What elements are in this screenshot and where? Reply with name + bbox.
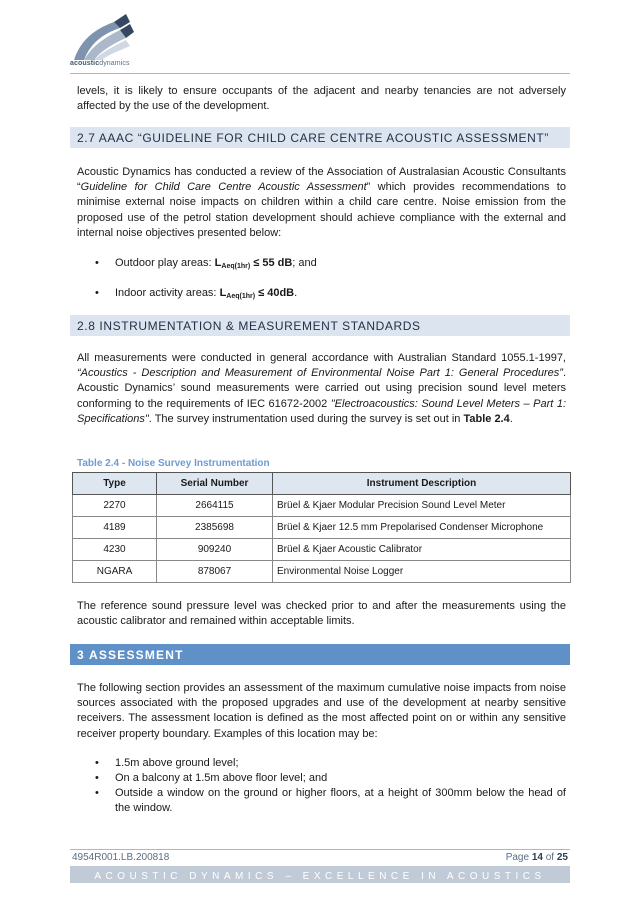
table-caption: Table 2.4 - Noise Survey Instrumentation bbox=[77, 458, 270, 469]
section-3-title: 3 ASSESSMENT bbox=[77, 648, 184, 662]
section-3-heading bbox=[70, 644, 570, 665]
cell-type: 2270 bbox=[73, 495, 157, 517]
column-header-serial: Serial Number bbox=[157, 473, 273, 495]
cell-serial: 2385698 bbox=[157, 517, 273, 539]
cell-serial: 878067 bbox=[157, 561, 273, 583]
footer-tagline: ACOUSTIC DYNAMICS – EXCELLENCE IN ACOUSTICS bbox=[94, 871, 546, 882]
cell-description: Brüel & Kjaer Modular Precision Sound Level Meter bbox=[273, 495, 571, 517]
section-2-8-heading bbox=[70, 315, 570, 336]
footer-tagline-band bbox=[70, 866, 570, 883]
instrumentation-table bbox=[72, 472, 571, 583]
cell-serial: 2664115 bbox=[157, 495, 273, 517]
cell-description: Brüel & Kjaer Acoustic Calibrator bbox=[273, 539, 571, 561]
noise-objectives-list-2 bbox=[77, 286, 566, 304]
header-divider bbox=[70, 73, 570, 74]
cell-type: 4189 bbox=[73, 517, 157, 539]
table-header-row bbox=[73, 473, 571, 495]
section-2-8-title: 2.8 INSTRUMENTATION & MEASUREMENT STANDARDS bbox=[77, 319, 421, 333]
footer-divider bbox=[70, 849, 570, 850]
list-item: • Outdoor play areas: $L_{Aeq(1hr)} \le 55$ dB; and bbox=[77, 256, 566, 274]
noise-objectives-list bbox=[77, 256, 566, 274]
logo-wordmark: acousticdynamics bbox=[70, 60, 130, 67]
list-item: • On a balcony at 1.5m above floor level; and bbox=[77, 771, 566, 786]
list-item: • Outside a window on the ground or higher floors, at a height of 300mm below the head of the window. bbox=[77, 786, 566, 816]
section-3-paragraph: The following section provides an assessment of the maximum cumulative noise impacts from noise sources associated with the proposed upgrades and use of the development at nearby sensitive receivers. The assessment location is defined as the most affected point on or within any sensitive receiver property boundary. Examples of this location may be: bbox=[77, 682, 566, 740]
intro-paragraph: levels, it is likely to ensure occupants of the adjacent and nearby tenancies are not adversely affected by the use of the development. bbox=[77, 85, 566, 113]
table-row bbox=[73, 495, 571, 517]
section-2-8-paragraph: All measurements were conducted in general accordance with Australian Standard 1055.1-1997, “Acoustics - Description and Measurement of Environmental Noise Part 1: General Procedures”. Acoustic Dynamics’ sound measurements were carried out using precision sound level meters conforming to the requirements of IEC 61672-2002 "Electroacoustics: Sound Level Meters – Part 1: Specifications". The survey instrumentation used during the survey is set out in Table 2.4. bbox=[77, 352, 566, 425]
after-table-paragraph: The reference sound pressure level was checked prior to and after the measurements using the acoustic calibrator and remained within acceptable limits. bbox=[77, 600, 566, 628]
section-2-7-paragraph: Acoustic Dynamics has conducted a review of the Association of Australasian Acoustic Consultants “Guideline for Child Care Centre Acoustic Assessment” which provides recommendations to minimise external noise impacts on children within a child care centre. Noise emission from the proposed use of the petrol station development should achieve compliance with the external and internal noise objectives presented below: bbox=[77, 166, 566, 239]
table-row bbox=[73, 517, 571, 539]
cell-serial: 909240 bbox=[157, 539, 273, 561]
cell-description: Environmental Noise Logger bbox=[273, 561, 571, 583]
section-2-7-title: 2.7 AAAC “GUIDELINE FOR CHILD CARE CENTRE ACOUSTIC ASSESSMENT” bbox=[77, 131, 549, 145]
document-reference: 4954R001.LB.200818 bbox=[72, 852, 170, 863]
company-logo bbox=[70, 12, 148, 70]
logo-swoosh-icon bbox=[70, 12, 148, 62]
cell-type: NGARA bbox=[73, 561, 157, 583]
cell-description: Brüel & Kjaer 12.5 mm Prepolarised Condenser Microphone bbox=[273, 517, 571, 539]
column-header-type: Type bbox=[73, 473, 157, 495]
table-row bbox=[73, 561, 571, 583]
section-2-7-heading bbox=[70, 127, 570, 148]
list-item: • Indoor activity areas: $L_{Aeq(1hr)} \le 40dB$. bbox=[77, 286, 566, 304]
column-header-description: Instrument Description bbox=[273, 473, 571, 495]
table-row bbox=[73, 539, 571, 561]
page-number: Page 14 of 25 bbox=[505, 852, 568, 863]
assessment-location-list bbox=[77, 756, 566, 816]
list-item: • 1.5m above ground level; bbox=[77, 756, 566, 771]
cell-type: 4230 bbox=[73, 539, 157, 561]
